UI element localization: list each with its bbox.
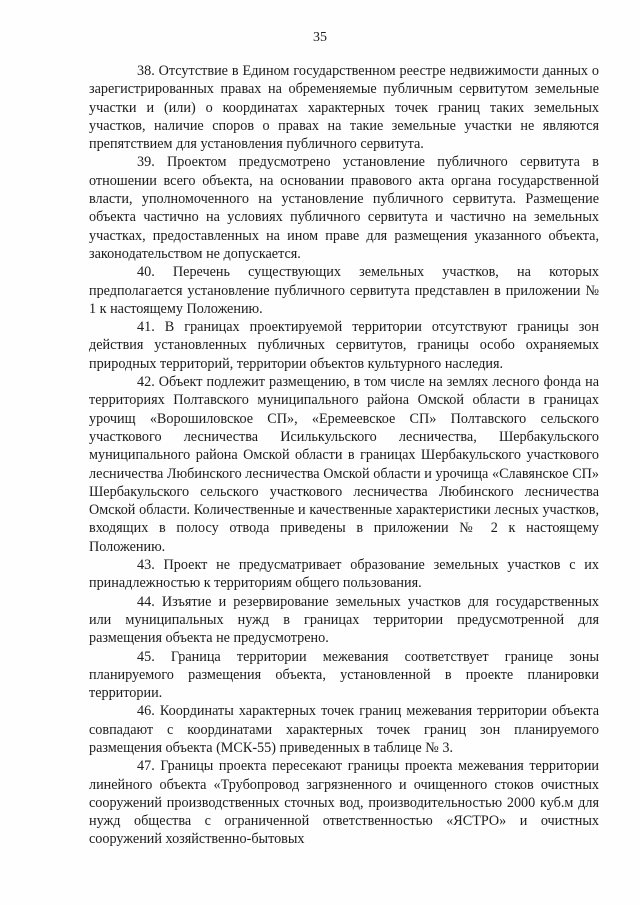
paragraph-41: 41. В границах проектируемой территории отсутствуют границы зон действия установленных публичных сервитутов, границы особо охраняемых природных территорий, территории объектов культурного наследия. (89, 319, 599, 372)
paragraph-47: 47. Границы проекта пересекают границы проекта межевания территории линейного объекта «Трубопровод загрязненного и очищенного стоков очистных сооружений производственных сточных вод, производительностью 2000 куб.м для нужд общества с ограниченной ответственностью «ЯСТРО» и очистных сооружений хозяйственно-бытовых (89, 758, 599, 848)
paragraph-43: 43. Проект не предусматривает образование земельных участков с их принадлежностью к территориям общего пользования. (89, 557, 599, 592)
paragraph-39: 39. Проектом предусмотрено установление публичного сервитута в отношении всего объекта, на основании правового акта органа государственной власти, уполномоченного на установление публичного сервитута. Размещение объекта частично на условиях публичного сервитута и частично на земельных участках, предоставленных на ином праве для размещения указанного объекта, законодательством не допускается. (89, 154, 599, 262)
paragraph-40: 40. Перечень существующих земельных участков, на которых предполагается установление публичного сервитута представлен в приложении № 1 к настоящему Положению. (89, 264, 599, 317)
page-number: 35 (313, 30, 327, 45)
paragraph-42: 42. Объект подлежит размещению, в том числе на землях лесного фонда на территориях Полтавского муниципального района Омской области в границах урочищ «Ворошиловское СП», «Еремеевское СП» Полтавского сельского участкового лесничества Исилькульского лесничества, Шербакульского муниципального района Омской области в границах Шербакульского участкового лесничества Любинского лесничества Омской области и урочища «Славянское СП» Шербакульского сельского участкового лесничества Любинского лесничества Омской области. Количественные и качественные характеристики лесных участков, входящих в полосу отвода приведены в приложении № 2 к настоящему Положению. (89, 374, 599, 555)
paragraph-46: 46. Координаты характерных точек границ межевания территории объекта совпадают с координатами характерных точек границ зон планируемого размещения объекта (МСК-55) приведенных в таблице № 3. (89, 703, 599, 756)
paragraph-44: 44. Изъятие и резервирование земельных участков для государственных или муниципальных нужд в границах территории предусмотренной для размещения объекта не предусмотрено. (89, 593, 599, 647)
body-text (89, 62, 599, 849)
paragraph-45: 45. Граница территории межевания соответствует границе зоны планируемого размещения объекта, установленной в проекте планировки территории. (89, 648, 599, 702)
paragraph-38: 38. Отсутствие в Едином государственном реестре недвижимости данных о зарегистрированных правах на обременяемые публичным сервитутом земельные участки и (или) о координатах характерных точек границ таких земельных участков, наличие споров о правах на такие земельные участки не являются препятствием для установления публичного сервитута. (89, 63, 599, 153)
